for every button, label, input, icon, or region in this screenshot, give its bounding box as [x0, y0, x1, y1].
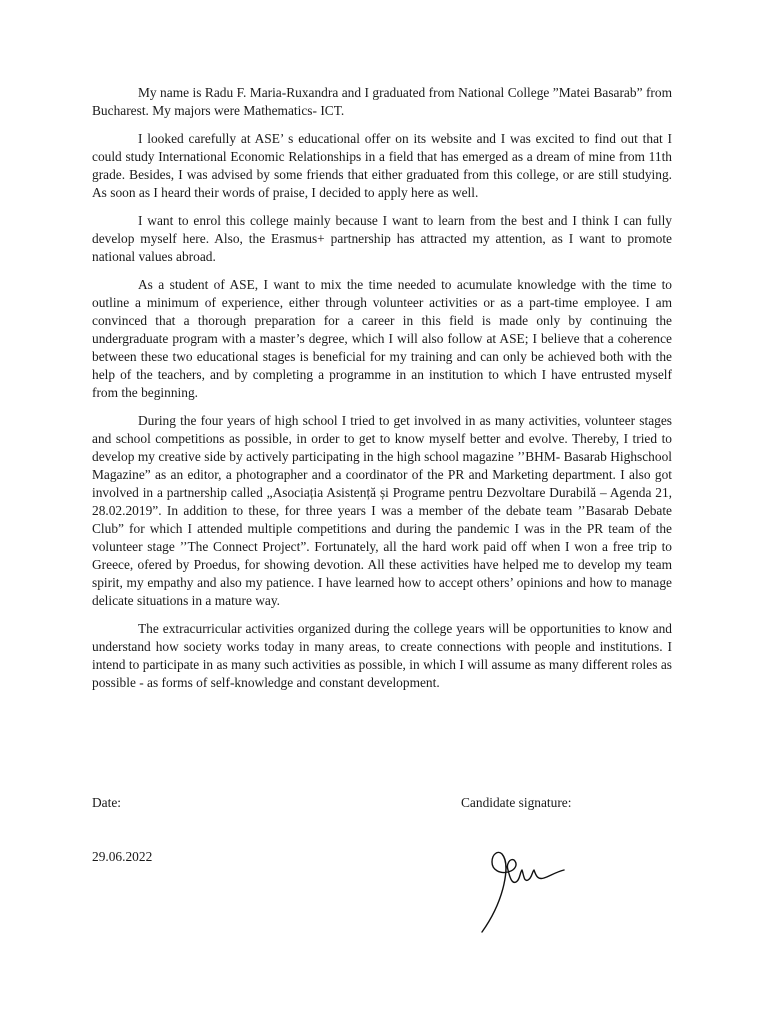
paragraph-student-plans: As a student of ASE, I want to mix the time needed to acumulate knowledge with the time to outline a minimum of experience, either through volunteer activities or as a part-time employee. I am convinced that a thorough preparation for a career in this field is made only by continuing the undergraduate program with a master’s degree, which I will also follow at ASE; I believe that a coherence between these two educational stages is beneficial for my training and can only be achieved both with the help of the teachers, and by completing a programme in an institution to which I have entrusted myself from the beginning. — [92, 277, 672, 400]
paragraph-educational-offer: I looked carefully at ASE’ s educational offer on its website and I was excited to find out that I could study International Economic Relationships in a field that has emerged as a dream of mine from 11th grade. Besides, I was advised by some friends that either graduated from this college, or are still studying. As soon as I heard their words of praise, I decided to apply here as well. — [92, 131, 672, 200]
paragraph-extracurricular: The extracurricular activities organized during the college years will be opportunities to know and understand how society works today in many areas, to create connections with people and institutions. I intend to participate in as many such activities as possible, in which I will assume as many different roles as possible - as forms of self-knowledge and constant development. — [92, 621, 672, 690]
paragraph-intro: My name is Radu F. Maria-Ruxandra and I graduated from National College ”Matei Basarab” from Bucharest. My majors were Mathematics- ICT. — [92, 85, 672, 118]
letter-body — [92, 84, 672, 702]
handwritten-signature — [478, 836, 568, 936]
date-value: 29.06.2022 — [92, 849, 153, 864]
signature-label: Candidate signature: — [461, 795, 572, 810]
paragraph-high-school-activities: During the four years of high school I tried to get involved in as many activities, volunteer stages and school competitions as possible, in order to get to know myself better and evolve. Thereby, I tried to develop my creative side by actively participating in the high school magazine ’’BHM- Basarab Highschool Magazine” as an editor, a photographer and a coordinator of the PR and Marketing department. I also got involved in a partnership called „Asociația Asistență și Programe pentru Dezvoltare Durabilă – Agenda 21, 28.02.2019”. In addition to these, for three years I was a member of the debate team ’’Basarab Debate Club” for which I attended multiple competitions and during the pandemic I was in the PR team of the volunteer stage ’’The Connect Project”. Fortunately, all the hard work paid off when I won a free trip to Greece, ofered by Proedus, for showing devotion. All these activities have helped me to develop my team spirit, my empathy and also my patience. I have learned how to accept others’ opinions and how to manage delicate situations in a mature way. — [92, 413, 672, 608]
paragraph-motivation: I want to enrol this college mainly because I want to learn from the best and I think I can fully develop myself here. Also, the Erasmus+ partnership has attracted my attention, as I want to promote national values abroad. — [92, 213, 672, 264]
date-label: Date: — [92, 795, 121, 810]
